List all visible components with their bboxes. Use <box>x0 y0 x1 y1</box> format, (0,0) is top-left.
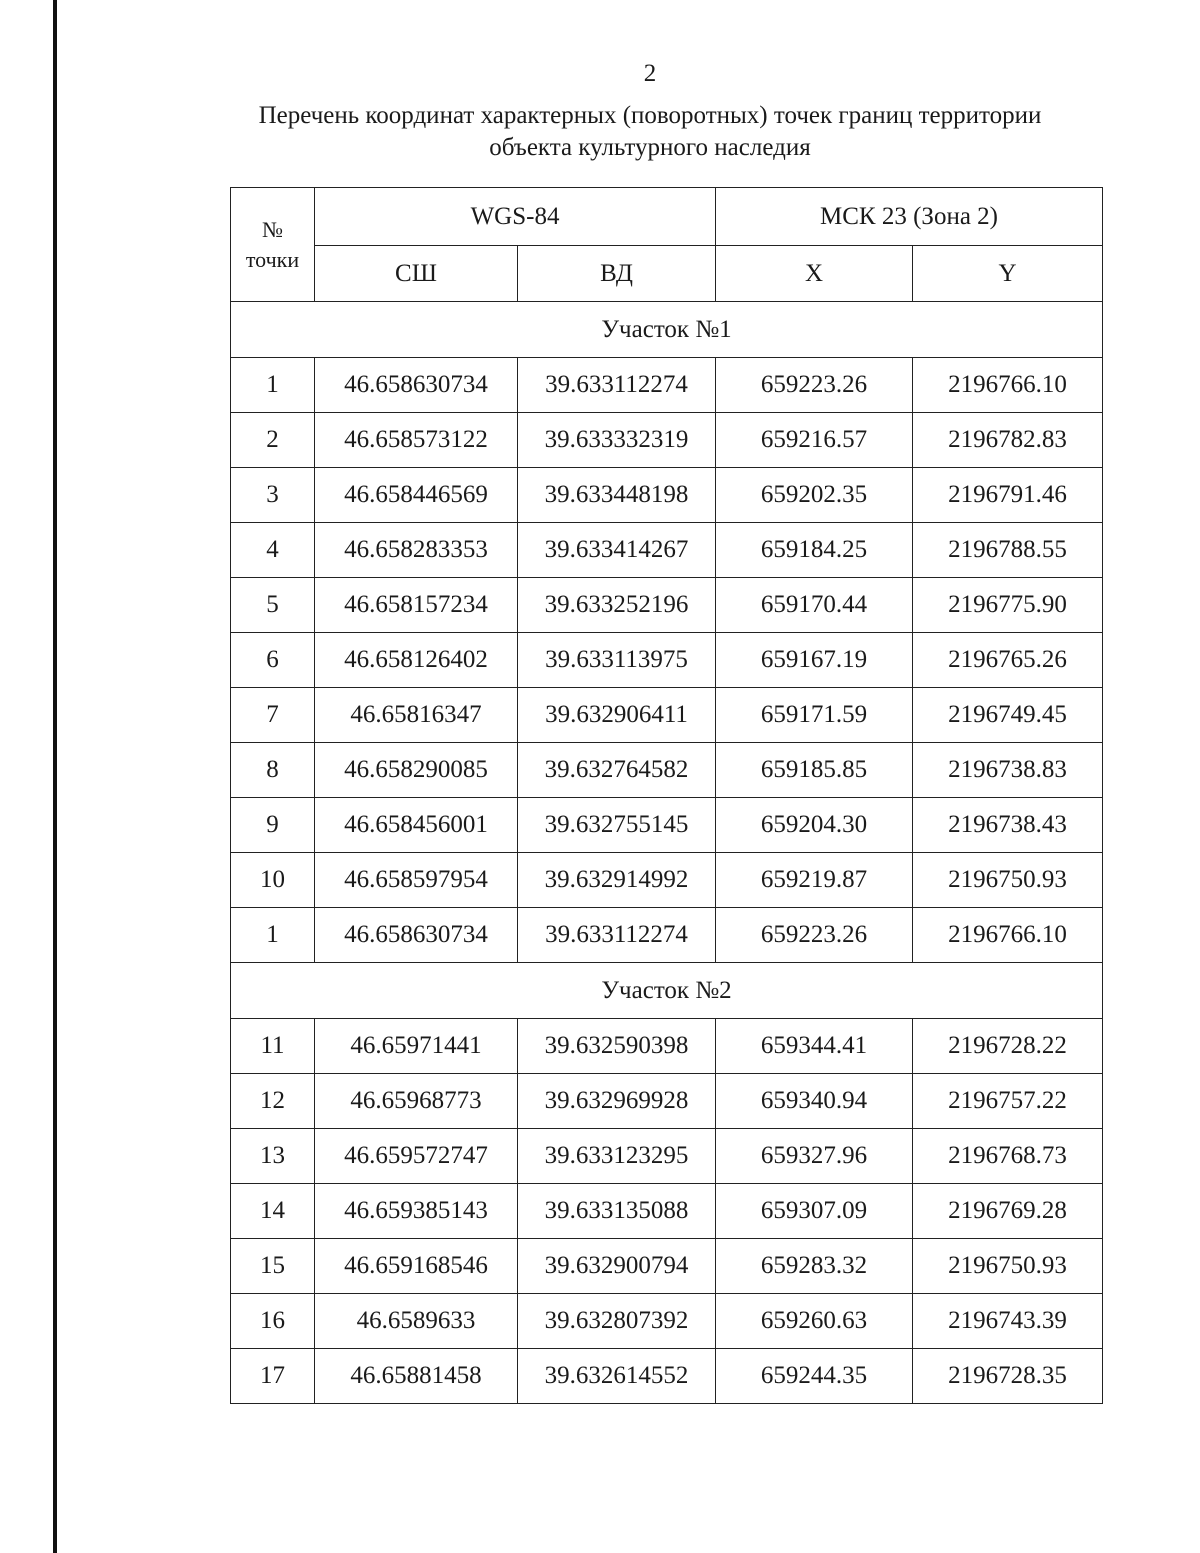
y-cell: 2196749.45 <box>913 688 1103 743</box>
lat-cell: 46.658456001 <box>315 798 518 853</box>
y-cell: 2196768.73 <box>913 1129 1103 1184</box>
point-number-header <box>231 188 315 302</box>
x-cell: 659202.35 <box>716 468 913 523</box>
lat-cell: 46.658283353 <box>315 523 518 578</box>
y-cell: 2196728.22 <box>913 1019 1103 1074</box>
point-number-cell: 13 <box>231 1129 315 1184</box>
table-row <box>231 688 1103 743</box>
section-title: Участок №1 <box>231 302 1103 358</box>
y-cell: 2196782.83 <box>913 413 1103 468</box>
y-cell: 2196738.43 <box>913 798 1103 853</box>
title-line-1: Перечень координат характерных (поворотных) точек границ территории <box>258 102 1042 129</box>
y-cell: 2196791.46 <box>913 468 1103 523</box>
wgs84-group-header: WGS-84 <box>315 188 716 246</box>
page-number: 2 <box>643 60 657 87</box>
table-row <box>231 908 1103 963</box>
header-row-groups <box>231 188 1103 246</box>
point-number-symbol: № <box>262 216 283 242</box>
x-cell: 659344.41 <box>716 1019 913 1074</box>
lon-cell: 39.632807392 <box>518 1294 716 1349</box>
table-row <box>231 1129 1103 1184</box>
lon-cell: 39.633332319 <box>518 413 716 468</box>
table-row <box>231 1294 1103 1349</box>
x-cell: 659171.59 <box>716 688 913 743</box>
lat-cell: 46.65968773 <box>315 1074 518 1129</box>
x-header: X <box>716 246 913 302</box>
lon-header: ВД <box>518 246 716 302</box>
lon-cell: 39.632914992 <box>518 853 716 908</box>
lat-cell: 46.65881458 <box>315 1349 518 1404</box>
x-cell: 659327.96 <box>716 1129 913 1184</box>
table-row <box>231 1239 1103 1294</box>
point-number-cell: 9 <box>231 798 315 853</box>
table-row <box>231 1349 1103 1404</box>
x-cell: 659223.26 <box>716 908 913 963</box>
lat-cell: 46.658446569 <box>315 468 518 523</box>
lat-cell: 46.659572747 <box>315 1129 518 1184</box>
table-row <box>231 523 1103 578</box>
point-number-cell: 12 <box>231 1074 315 1129</box>
page-left-border <box>53 0 57 1553</box>
lat-cell: 46.6589633 <box>315 1294 518 1349</box>
table-row <box>231 578 1103 633</box>
lon-cell: 39.633135088 <box>518 1184 716 1239</box>
point-number-cell: 15 <box>231 1239 315 1294</box>
table-row <box>231 1184 1103 1239</box>
point-number-cell: 17 <box>231 1349 315 1404</box>
lon-cell: 39.633112274 <box>518 908 716 963</box>
y-cell: 2196788.55 <box>913 523 1103 578</box>
table-row <box>231 413 1103 468</box>
point-number-cell: 4 <box>231 523 315 578</box>
y-cell: 2196728.35 <box>913 1349 1103 1404</box>
x-cell: 659340.94 <box>716 1074 913 1129</box>
x-cell: 659184.25 <box>716 523 913 578</box>
lon-cell: 39.633113975 <box>518 633 716 688</box>
table-row <box>231 468 1103 523</box>
x-cell: 659283.32 <box>716 1239 913 1294</box>
table-row <box>231 633 1103 688</box>
point-number-cell: 14 <box>231 1184 315 1239</box>
y-cell: 2196738.83 <box>913 743 1103 798</box>
point-number-cell: 5 <box>231 578 315 633</box>
x-cell: 659170.44 <box>716 578 913 633</box>
table-row <box>231 743 1103 798</box>
y-cell: 2196757.22 <box>913 1074 1103 1129</box>
lon-cell: 39.633414267 <box>518 523 716 578</box>
x-cell: 659244.35 <box>716 1349 913 1404</box>
y-cell: 2196765.26 <box>913 633 1103 688</box>
point-number-cell: 16 <box>231 1294 315 1349</box>
table-row <box>231 1074 1103 1129</box>
lat-cell: 46.65971441 <box>315 1019 518 1074</box>
lat-cell: 46.658157234 <box>315 578 518 633</box>
y-cell: 2196769.28 <box>913 1184 1103 1239</box>
lat-cell: 46.658630734 <box>315 908 518 963</box>
x-cell: 659307.09 <box>716 1184 913 1239</box>
point-number-cell: 6 <box>231 633 315 688</box>
point-number-cell: 7 <box>231 688 315 743</box>
lat-cell: 46.659385143 <box>315 1184 518 1239</box>
x-cell: 659216.57 <box>716 413 913 468</box>
table-row <box>231 853 1103 908</box>
table-row <box>231 1019 1103 1074</box>
point-number-cell: 1 <box>231 908 315 963</box>
section-row <box>231 963 1103 1019</box>
point-number-cell: 8 <box>231 743 315 798</box>
lon-cell: 39.632969928 <box>518 1074 716 1129</box>
y-cell: 2196750.93 <box>913 1239 1103 1294</box>
lon-cell: 39.633252196 <box>518 578 716 633</box>
lon-cell: 39.633448198 <box>518 468 716 523</box>
point-number-cell: 2 <box>231 413 315 468</box>
point-number-cell: 1 <box>231 358 315 413</box>
x-cell: 659204.30 <box>716 798 913 853</box>
x-cell: 659185.85 <box>716 743 913 798</box>
x-cell: 659219.87 <box>716 853 913 908</box>
point-number-label: точки <box>245 246 300 272</box>
lat-cell: 46.659168546 <box>315 1239 518 1294</box>
x-cell: 659167.19 <box>716 633 913 688</box>
title-line-2: объекта культурного наследия <box>489 134 811 161</box>
document-title <box>0 100 1200 164</box>
lon-cell: 39.632764582 <box>518 743 716 798</box>
lat-cell: 46.658126402 <box>315 633 518 688</box>
header-row-columns <box>231 246 1103 302</box>
lon-cell: 39.632590398 <box>518 1019 716 1074</box>
lon-cell: 39.633112274 <box>518 358 716 413</box>
section-title: Участок №2 <box>231 963 1103 1019</box>
lon-cell: 39.632755145 <box>518 798 716 853</box>
lat-header: СШ <box>315 246 518 302</box>
section-row <box>231 302 1103 358</box>
lat-cell: 46.658630734 <box>315 358 518 413</box>
y-cell: 2196775.90 <box>913 578 1103 633</box>
lat-cell: 46.658290085 <box>315 743 518 798</box>
lat-cell: 46.658597954 <box>315 853 518 908</box>
msk23-group-header: МСК 23 (Зона 2) <box>716 188 1103 246</box>
y-cell: 2196766.10 <box>913 358 1103 413</box>
x-cell: 659223.26 <box>716 358 913 413</box>
table-row <box>231 358 1103 413</box>
lat-cell: 46.658573122 <box>315 413 518 468</box>
point-number-cell: 11 <box>231 1019 315 1074</box>
y-cell: 2196766.10 <box>913 908 1103 963</box>
table-row <box>231 798 1103 853</box>
lon-cell: 39.633123295 <box>518 1129 716 1184</box>
point-number-cell: 3 <box>231 468 315 523</box>
y-cell: 2196750.93 <box>913 853 1103 908</box>
x-cell: 659260.63 <box>716 1294 913 1349</box>
lat-cell: 46.65816347 <box>315 688 518 743</box>
point-number-cell: 10 <box>231 853 315 908</box>
y-header: Y <box>913 246 1103 302</box>
y-cell: 2196743.39 <box>913 1294 1103 1349</box>
lon-cell: 39.632614552 <box>518 1349 716 1404</box>
lon-cell: 39.632906411 <box>518 688 716 743</box>
coordinates-table <box>230 187 1103 1404</box>
lon-cell: 39.632900794 <box>518 1239 716 1294</box>
